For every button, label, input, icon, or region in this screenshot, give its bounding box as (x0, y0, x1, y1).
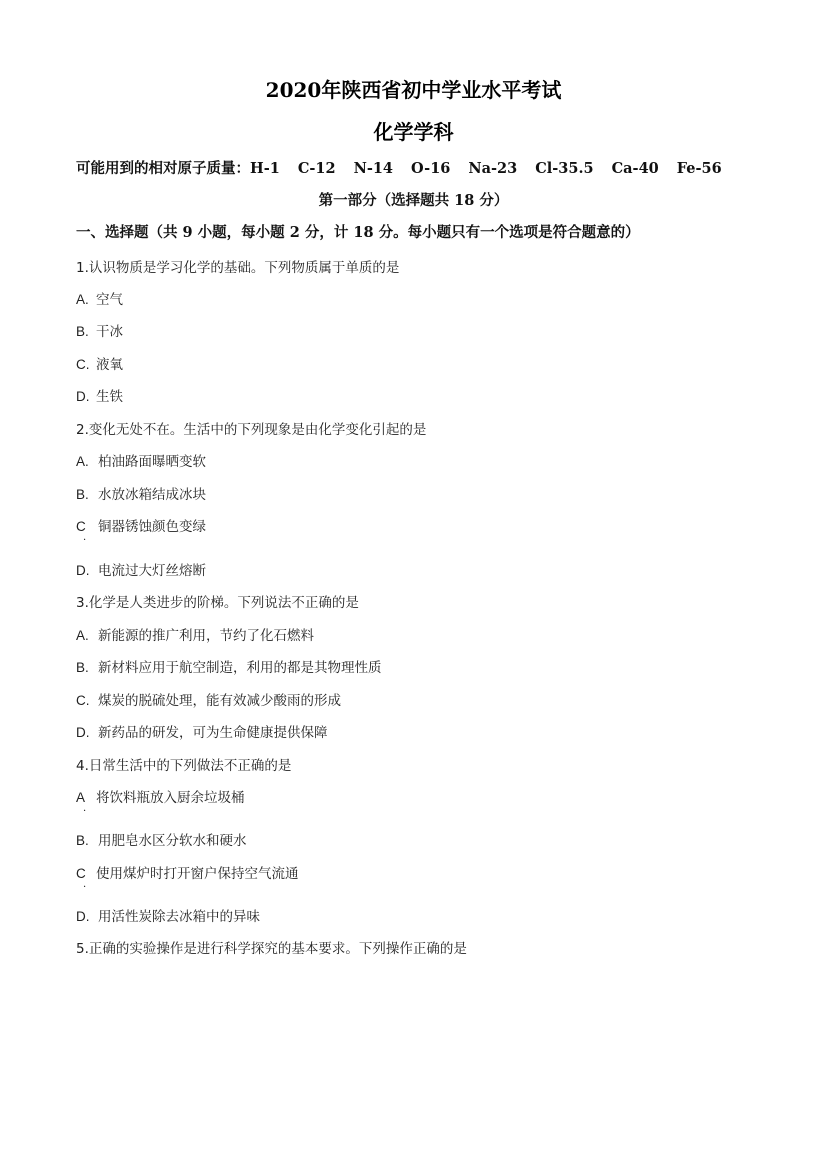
option-letter: B. (76, 487, 89, 502)
exam-subject: 化学学科 (373, 120, 454, 144)
option-letter: A. (76, 454, 89, 469)
question-3-option-b (76, 656, 382, 676)
option-text: 电流过大灯丝熔断 (98, 563, 206, 579)
option-text: 新药品的研发，可为生命健康提供保障 (98, 725, 328, 741)
option-letter: B. (76, 833, 89, 848)
option-letter: C (76, 519, 86, 534)
option-text: 铜器锈蚀颜色变绿 (98, 519, 206, 535)
stray-dot: . (83, 879, 87, 890)
atomic-mass-na: Na-23 (468, 160, 518, 177)
option-letter: C. (76, 357, 90, 372)
option-letter: D. (76, 909, 90, 924)
atomic-mass-label: 可能用到的相对原子质量： (76, 160, 250, 177)
option-letter: A (76, 790, 86, 805)
question-4-stem: 4.日常生活中的下列做法不正确的是 (76, 758, 292, 774)
option-text: 煤炭的脱硫处理，能有效减少酸雨的形成 (98, 693, 341, 709)
question-2-option-d (76, 559, 206, 579)
question-1-option-c (76, 353, 123, 373)
question-3-option-c (76, 689, 341, 709)
option-text: 干冰 (96, 324, 123, 340)
option-text: 液氧 (96, 357, 123, 373)
option-letter: B. (76, 660, 89, 675)
atomic-mass-c: C-12 (297, 160, 336, 177)
question-2-stem: 2.变化无处不在。生活中的下列现象是由化学变化引起的是 (76, 422, 427, 438)
question-3-option-d (76, 721, 328, 741)
option-letter: A. (76, 292, 89, 307)
question-4-option-d (76, 905, 260, 925)
atomic-mass-h: H-1 (250, 160, 280, 177)
atomic-mass-ca: Ca-40 (611, 160, 659, 177)
atomic-mass-fe: Fe-56 (676, 160, 722, 177)
question-1-option-b (76, 320, 123, 340)
option-text: 用活性炭除去冰箱中的异味 (98, 909, 260, 925)
option-letter: C (76, 866, 86, 881)
option-letter: D. (76, 389, 90, 404)
option-text: 空气 (96, 292, 123, 308)
option-text: 用肥皂水区分软水和硬水 (98, 833, 247, 849)
stray-dot: . (83, 532, 87, 543)
exam-title: 2020年陕西省初中学业水平考试 (265, 78, 562, 102)
option-text: 生铁 (96, 389, 123, 405)
option-letter: C. (76, 693, 90, 708)
option-text: 水放冰箱结成冰块 (98, 487, 206, 503)
atomic-mass-line (76, 157, 722, 178)
question-3-option-a (76, 624, 314, 644)
question-1-stem: 1.认识物质是学习化学的基础。下列物质属于单质的是 (76, 260, 400, 276)
option-letter: B. (76, 324, 89, 339)
question-2-option-c (76, 515, 206, 535)
question-2-option-a (76, 450, 206, 470)
question-1-option-d (76, 385, 123, 405)
question-3-stem: 3.化学是人类进步的阶梯。下列说法不正确的是 (76, 595, 359, 611)
question-4-option-b (76, 829, 247, 849)
question-4-option-c (76, 862, 299, 882)
option-text: 使用煤炉时打开窗户保持空气流通 (96, 866, 299, 882)
question-4-option-a (76, 786, 245, 806)
option-text: 新能源的推广利用，节约了化石燃料 (98, 628, 314, 644)
atomic-mass-o: O-16 (411, 160, 451, 177)
option-text: 将饮料瓶放入厨余垃圾桶 (96, 790, 245, 806)
atomic-mass-cl: Cl-35.5 (535, 160, 594, 177)
question-5-stem: 5.正确的实验操作是进行科学探究的基本要求。下列操作正确的是 (76, 941, 467, 957)
option-text: 柏油路面曝晒变软 (98, 454, 206, 470)
atomic-mass-n: N-14 (353, 160, 394, 177)
option-letter: D. (76, 563, 90, 578)
part-one-heading: 第一部分（选择题共 18 分） (318, 192, 509, 209)
stray-dot: . (83, 803, 87, 814)
section-one-heading: 一、选择题（共 9 小题，每小题 2 分，计 18 分。每小题只有一个选项是符合题意的） (76, 224, 640, 241)
option-letter: D. (76, 725, 90, 740)
question-1-option-a (76, 288, 123, 308)
option-text: 新材料应用于航空制造，利用的都是其物理性质 (98, 660, 382, 676)
question-2-option-b (76, 483, 206, 503)
option-letter: A. (76, 628, 89, 643)
